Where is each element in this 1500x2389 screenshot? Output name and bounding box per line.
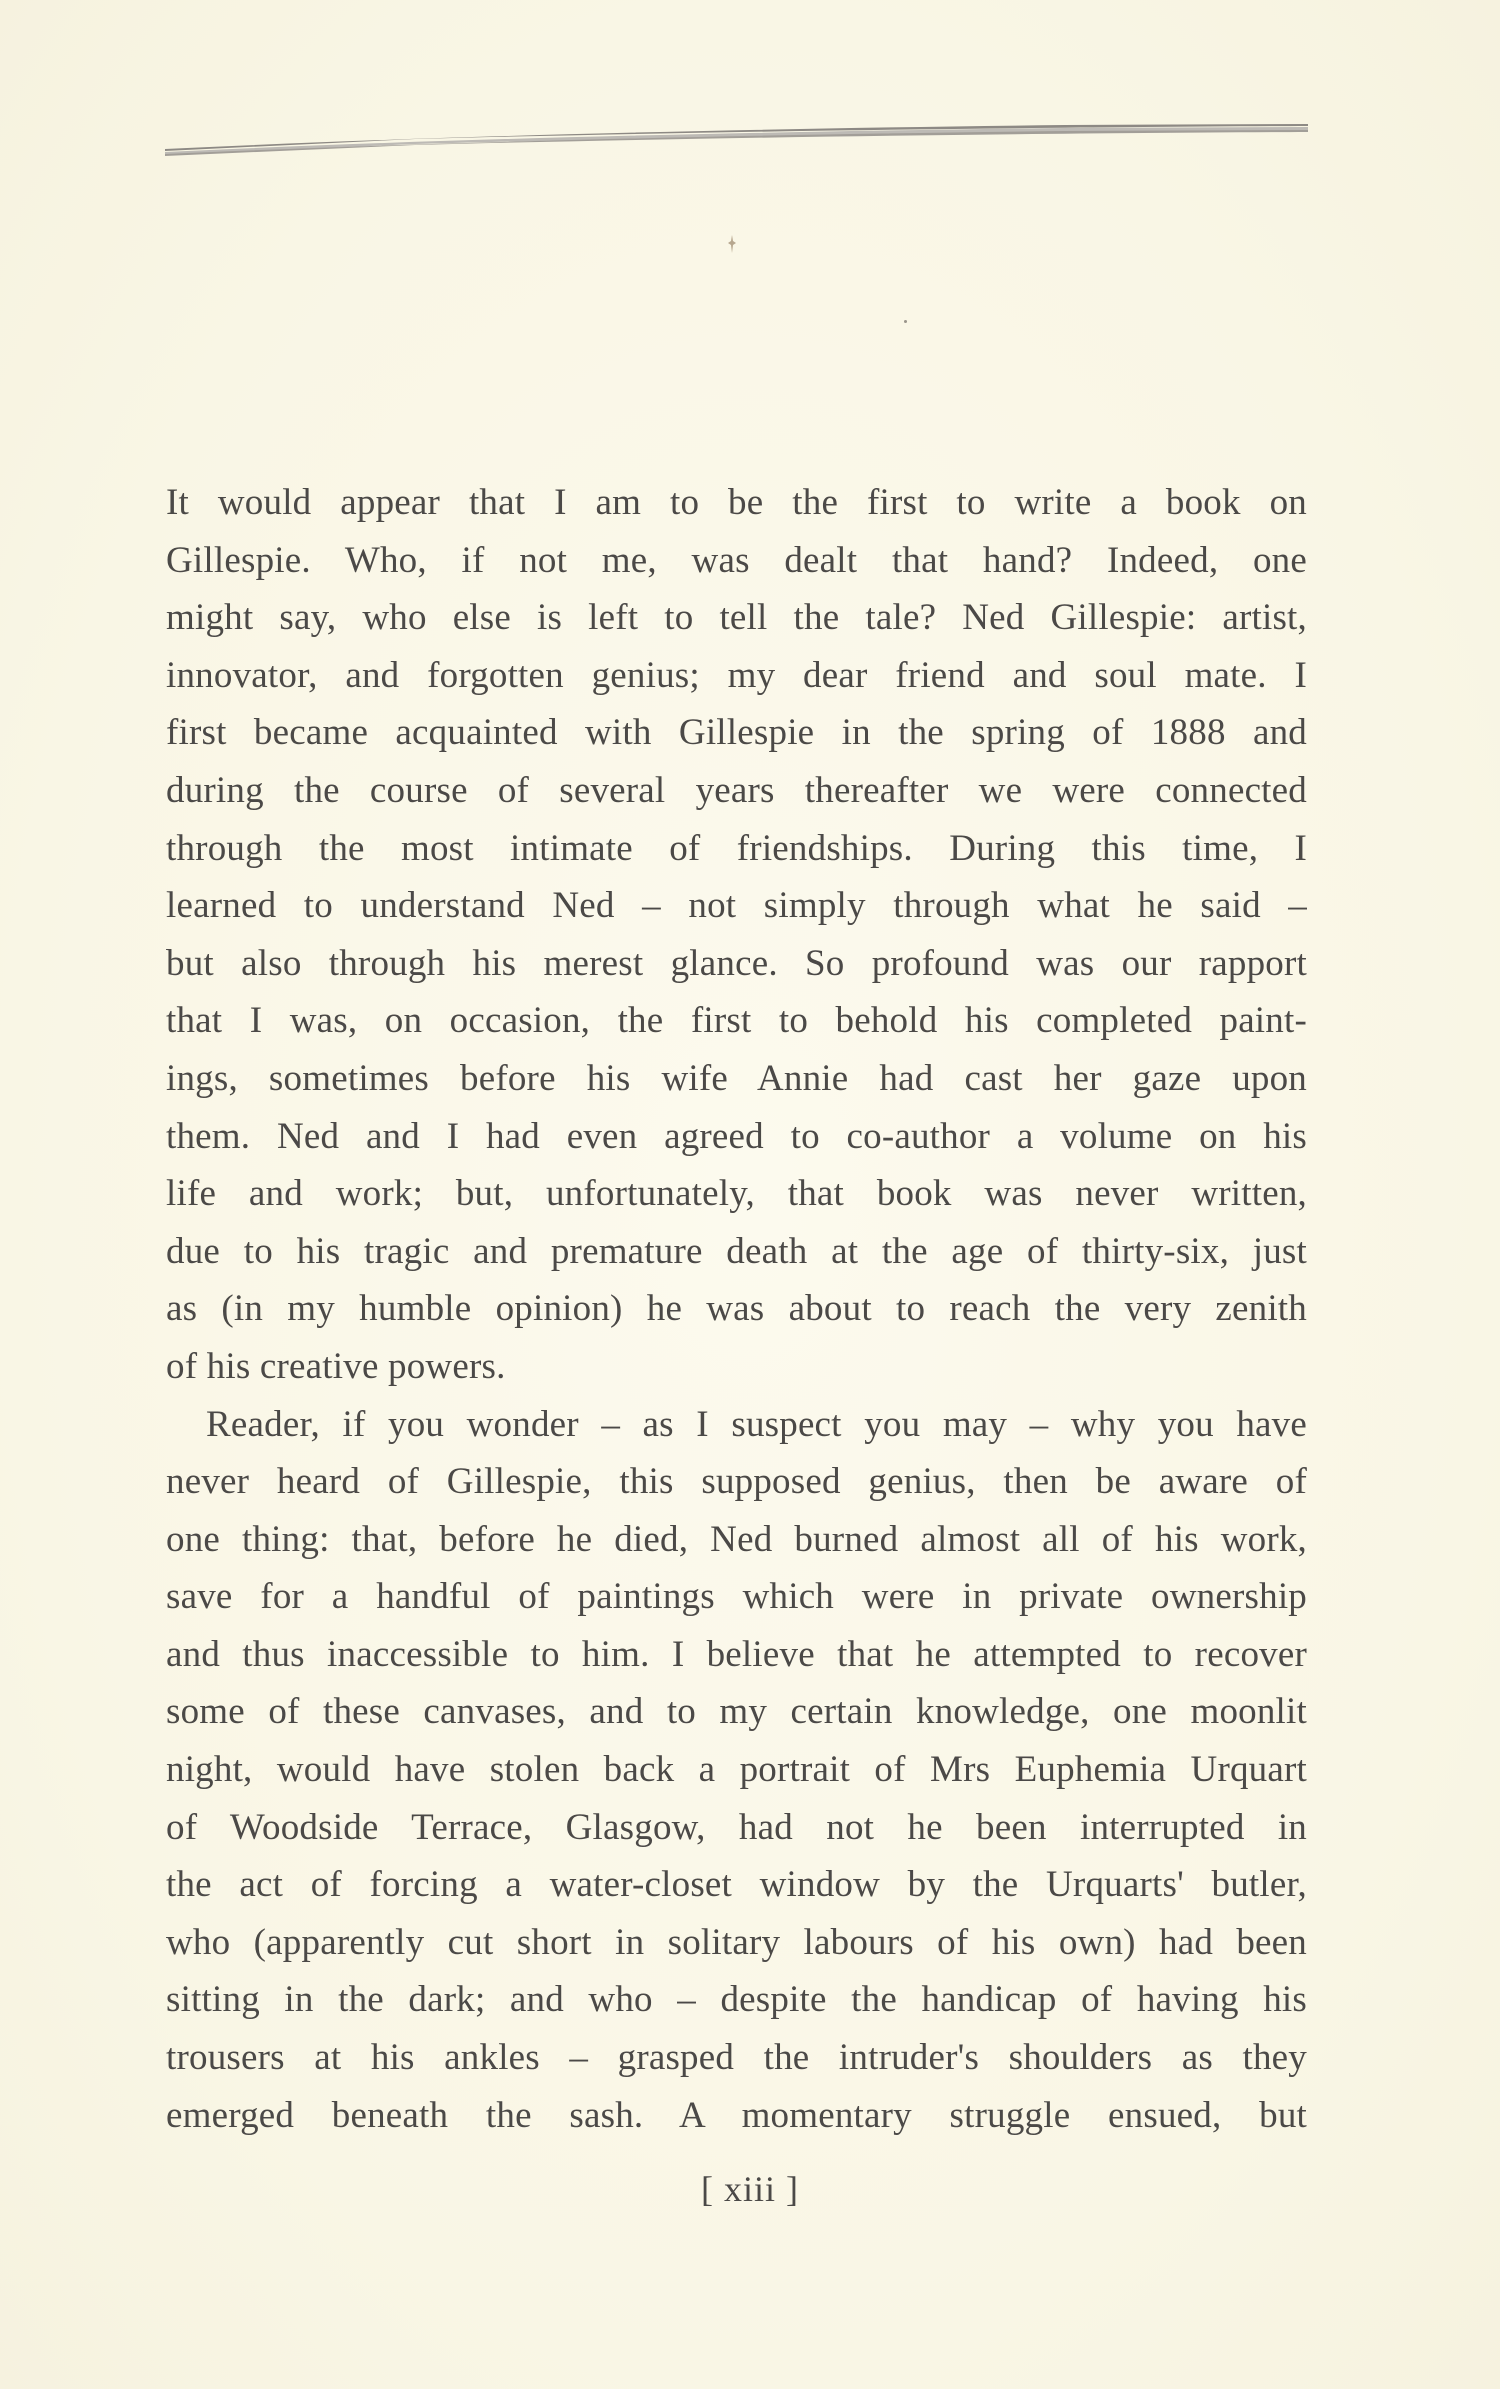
text-line: and thus inaccessible to him. I believe that he attempted to recover	[166, 1633, 1307, 1675]
text-line: innovator, and forgotten genius; my dear friend and soul mate. I	[166, 654, 1307, 696]
text-line: first became acquainted with Gillespie in the spring of 1888 and	[166, 712, 1307, 754]
page-number: [ xiii ]	[701, 2169, 799, 2209]
text-line: might say, who else is left to tell the tale? Ned Gillespie: artist,	[166, 597, 1307, 639]
text-line: the act of forcing a water-closet window by the Urquarts' butler,	[166, 1864, 1307, 1906]
text-line: never heard of Gillespie, this supposed genius, then be aware of	[166, 1461, 1307, 1503]
text-line: Gillespie. Who, if not me, was dealt that hand? Indeed, one	[166, 539, 1307, 581]
text-line: due to his tragic and premature death at the age of thirty-six, just	[166, 1230, 1307, 1272]
decorative-top-rule	[165, 122, 1308, 156]
text-line: that I was, on occasion, the first to behold his completed paint-	[166, 1000, 1307, 1042]
text-line: emerged beneath the sash. A momentary struggle ensued, but	[166, 2094, 1307, 2136]
text-line: during the course of several years thereafter we were connected	[166, 769, 1307, 811]
text-line: sitting in the dark; and who – despite the handicap of having his	[166, 1979, 1307, 2021]
text-line: Reader, if you wonder – as I suspect you may – why you have	[206, 1403, 1307, 1445]
text-line: but also through his merest glance. So profound was our rapport	[166, 942, 1307, 984]
ink-mark-icon	[727, 235, 737, 253]
text-line: through the most intimate of friendships. During this time, I	[166, 827, 1307, 869]
paragraph-1	[166, 474, 1307, 1396]
text-line: as (in my humble opinion) he was about to reach the very zenith	[166, 1288, 1307, 1330]
text-line: who (apparently cut short in solitary labours of his own) had been	[166, 1921, 1307, 1963]
text-line: them. Ned and I had even agreed to co-author a volume on his	[166, 1115, 1307, 1157]
text-line: of his creative powers.	[166, 1345, 506, 1387]
text-line: save for a handful of paintings which were in private ownership	[166, 1576, 1307, 1618]
text-line: night, would have stolen back a portrait of Mrs Euphemia Urquart	[166, 1749, 1307, 1791]
paper-speck	[904, 320, 907, 323]
text-line: It would appear that I am to be the first to write a book on	[166, 482, 1307, 523]
text-line: life and work; but, unfortunately, that book was never written,	[166, 1173, 1307, 1215]
text-line: trousers at his ankles – grasped the intruder's shoulders as they	[166, 2037, 1307, 2079]
text-line: ings, sometimes before his wife Annie had cast her gaze upon	[166, 1057, 1307, 1099]
text-line: learned to understand Ned – not simply through what he said –	[166, 885, 1307, 927]
text-line: of Woodside Terrace, Glasgow, had not he been interrupted in	[166, 1806, 1307, 1848]
body-text	[166, 474, 1307, 2144]
paragraph-2	[166, 1396, 1307, 2145]
text-line: one thing: that, before he died, Ned burned almost all of his work,	[166, 1518, 1307, 1560]
text-line: some of these canvases, and to my certain knowledge, one moonlit	[166, 1691, 1307, 1733]
